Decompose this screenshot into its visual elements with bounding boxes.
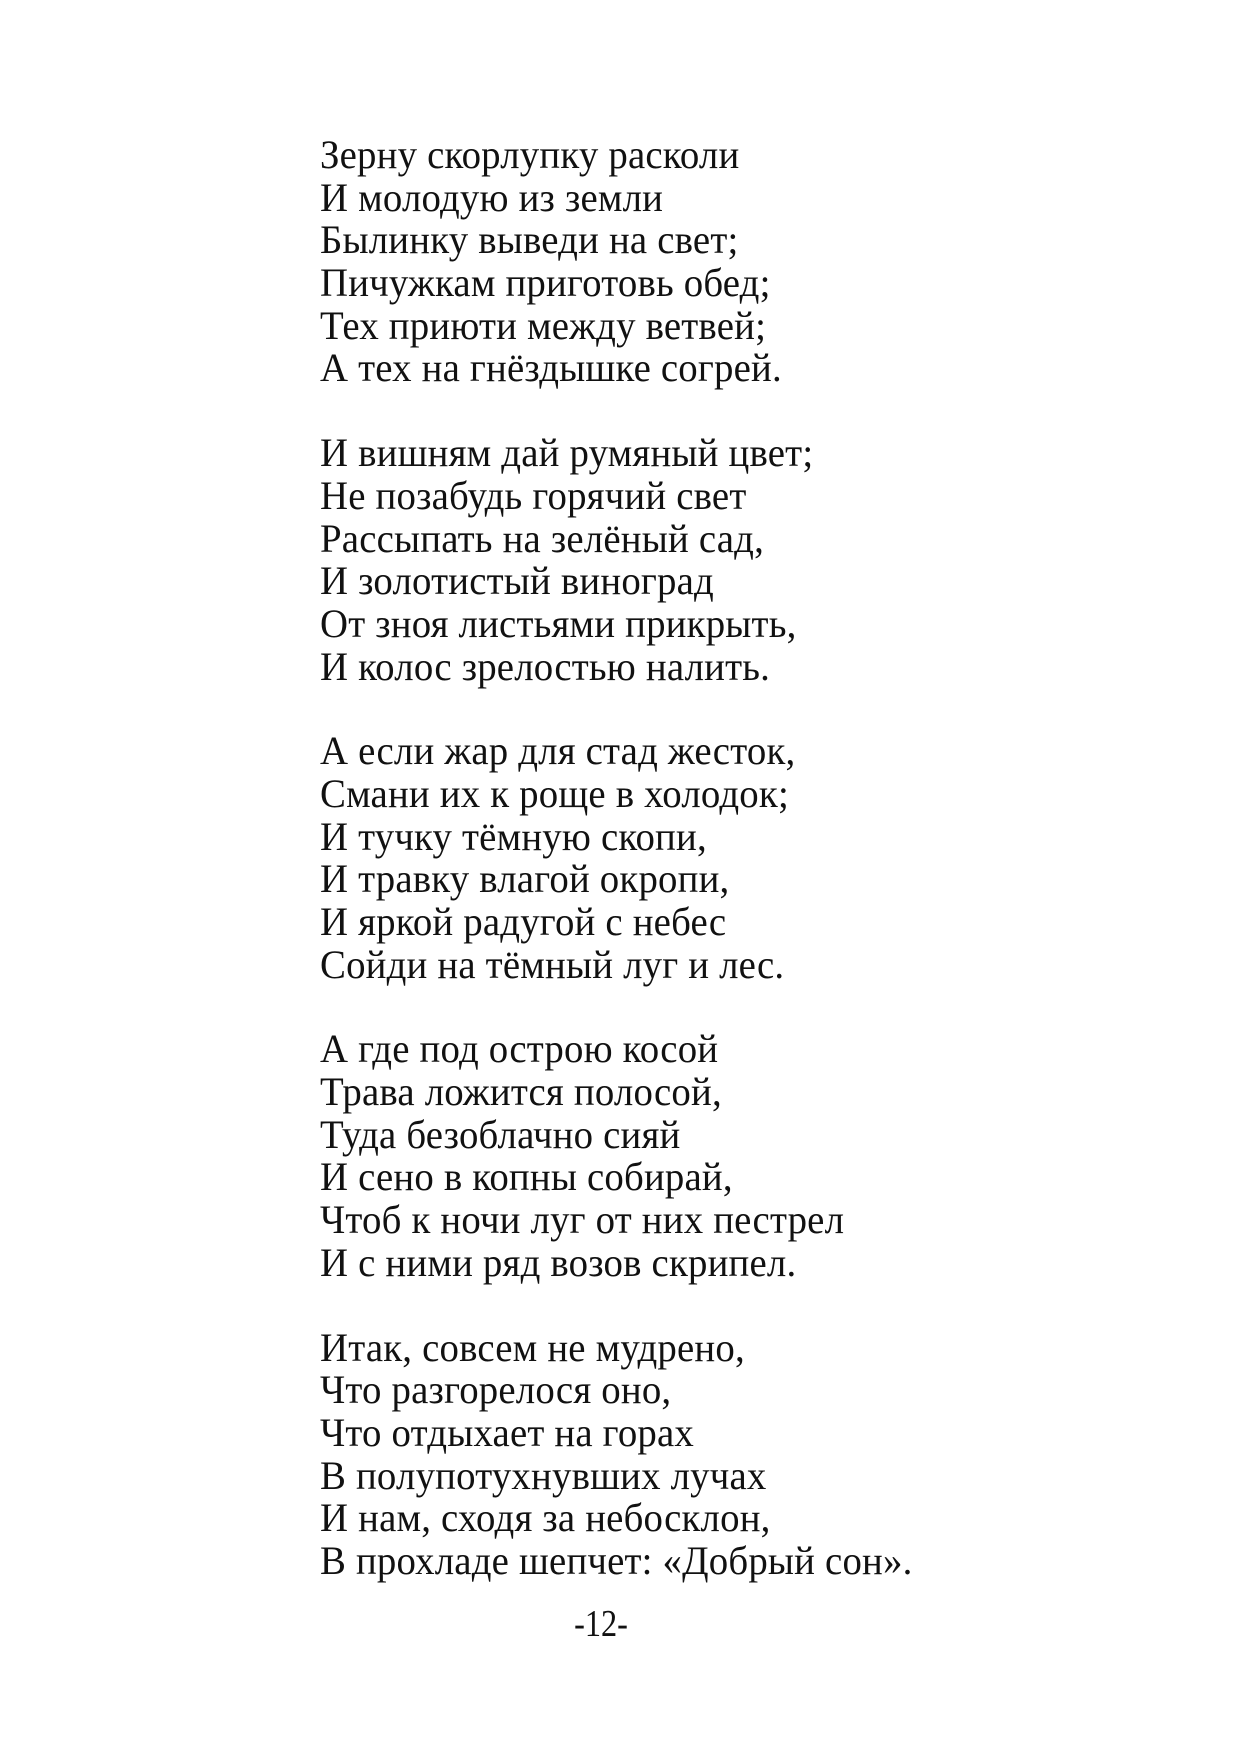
poem-line: Чтоб к ночи луг от них пестрел: [320, 1197, 845, 1243]
poem-line: Пичужкам приготовь обед;: [320, 260, 771, 306]
poem-line: И сено в копны собирай,: [320, 1154, 733, 1200]
poem-line: Былинку выведи на свет;: [320, 217, 739, 263]
poem-line: В прохладе шепчет: «Добрый сон».: [320, 1537, 913, 1583]
poem-line: Тех приюти между ветвей;: [320, 302, 767, 348]
poem-line: Итак, совсем не мудрено,: [320, 1324, 745, 1370]
poem-line: Что разгорелося оно,: [320, 1367, 672, 1413]
poem-line: И золотистый виноград: [320, 558, 715, 604]
poem-line: Трава ложится полосой,: [320, 1069, 722, 1115]
stanza: [320, 730, 931, 986]
poem-line: А если жар для стад жесток,: [320, 728, 796, 774]
poem-line: Не позабудь горячий свет: [320, 472, 747, 518]
poem-line: И яркой радугой с небес: [320, 899, 727, 944]
poem-line: А где под острою косой: [320, 1026, 719, 1072]
poem-line: Рассыпать на зелёный сад,: [320, 515, 764, 561]
poem-line: В полупотухнувших лучах: [320, 1452, 767, 1498]
poem-line: Сойди на тёмный луг и лес.: [320, 941, 785, 987]
poem-line: Смани их к роще в холодок;: [320, 770, 789, 816]
poem-line: И с ними ряд возов скрипел.: [320, 1239, 797, 1285]
poem-line: Что отдыхает на горах: [320, 1409, 695, 1455]
poem-line: От зноя листьями прикрыть,: [320, 600, 797, 646]
stanza: [320, 1028, 931, 1284]
poem-line: И колос зрелостью налить.: [320, 643, 771, 689]
poem-line: И нам, сходя за небосклон,: [320, 1495, 771, 1541]
poem-line: А тех на гнёздышке согрей.: [320, 345, 782, 391]
stanza: [320, 432, 931, 688]
poem: [320, 134, 931, 1625]
poem-line: И молодую из земли: [320, 174, 664, 220]
poem-line: И вишням дай румяный цвет;: [320, 430, 814, 476]
stanza: [320, 1324, 931, 1583]
poem-line: Зерну скорлупку расколи: [320, 132, 740, 177]
poem-line: И тучку тёмную скопи,: [320, 813, 707, 859]
poem-line: Туда безоблачно сияй: [320, 1111, 681, 1157]
poem-line: И травку влагой окропи,: [320, 856, 730, 902]
page-number: -12-: [574, 1603, 628, 1645]
stanza: [320, 134, 931, 390]
